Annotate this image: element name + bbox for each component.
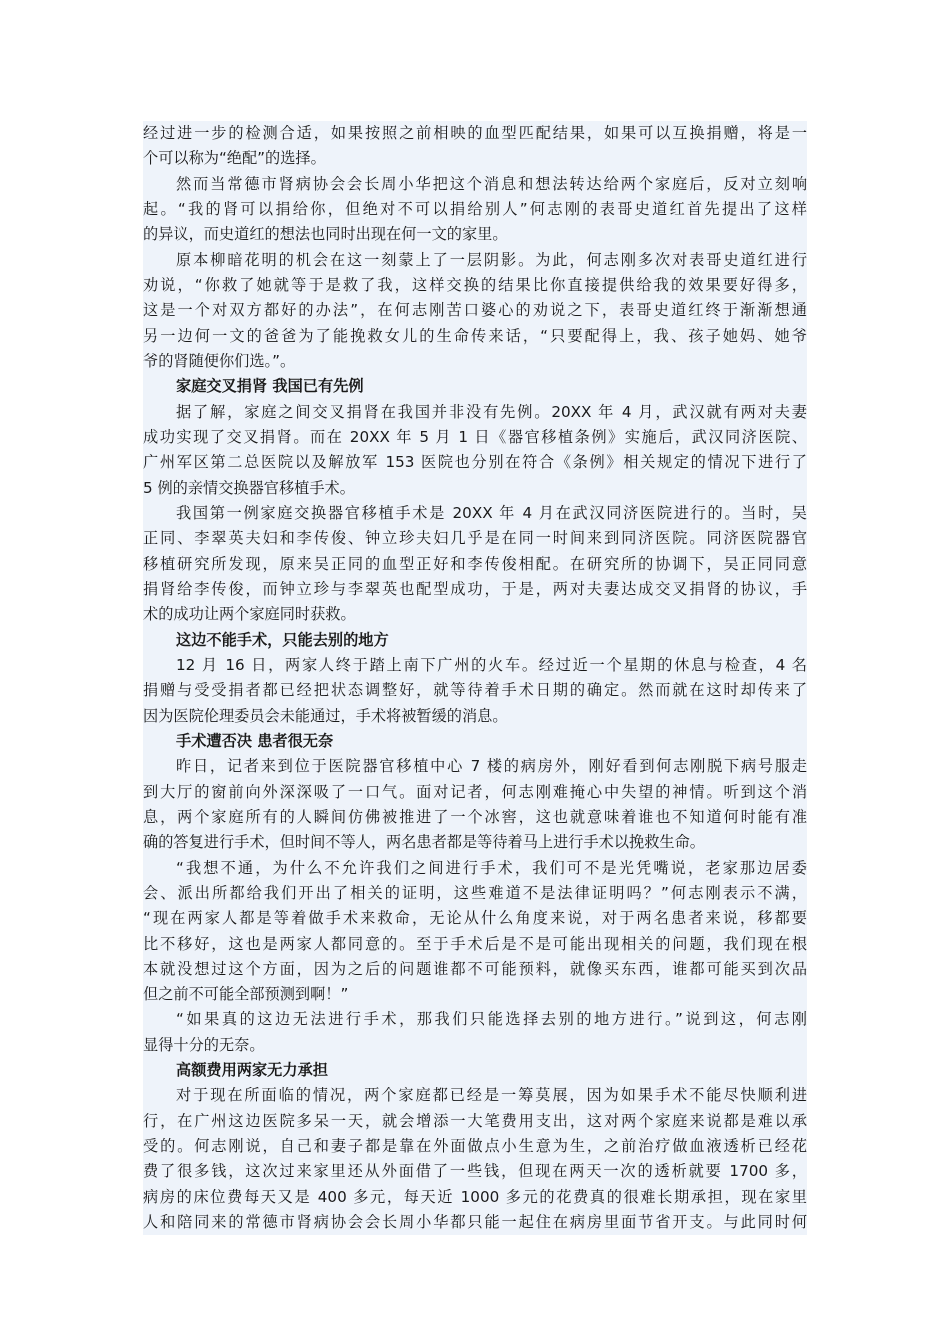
text-line: 昨日，记者来到位于医院器官移植中心 7 楼的病房外，刚好看到何志刚脱下病号服走: [176, 757, 807, 776]
text-line: 经过进一步的检测合适，如果按照之前相映的血型匹配结果，如果可以互换捐赠，将是一: [143, 124, 807, 142]
text-line: 成功实现了交叉捐肾。而在 20XX 年 5 月 1 日《器官移植条例》实施后，武汉同济医院、: [143, 427, 807, 446]
text-line: 原本柳暗花明的机会在这一刻蒙上了一层阴影。为此，何志刚多次对表哥史道红进行: [176, 250, 807, 269]
text-line: 正同、李翠英夫妇和李传俊、钟立珍夫妇几乎是在同一时间来到同济医院。同济医院器官: [143, 529, 807, 548]
text-line: 据了解，家庭之间交叉捐肾在我国并非没有先例。20XX 年 4 月，武汉就有两对夫妻: [176, 402, 807, 421]
text-line: 劝说，“你救了她就等于是救了我，这样交换的结果比你直接提供给我的效果要好得多，: [143, 275, 807, 294]
text-line: 我国第一例家庭交换器官移植手术是 20XX 年 4 月在武汉同济医院进行的。当时，吴: [176, 503, 807, 522]
text-line: 因为医院伦理委员会未能通过，手术将被暂缓的消息。: [143, 706, 508, 725]
text-line: 会、派出所都给我们开出了相关的证明，这些难道不是法律证明吗？”何志刚表示不满，: [143, 883, 807, 902]
text-line: 个可以称为“绝配”的选择。: [143, 149, 326, 168]
text-line: 息，两个家庭所有的人瞬间仿佛被推进了一个冰窖，这也就意味着谁也不知道何时能有准: [143, 807, 807, 826]
text-line: 广州军区第二总医院以及解放军 153 医院也分别在符合《条例》相关规定的情况下进行了: [143, 453, 807, 472]
text-line: 本就没想过这个方面，因为之后的问题谁都不可能预料，就像买东西，谁都可能买到次品: [143, 959, 807, 978]
section-heading: 家庭交叉捐肾 我国已有先例: [176, 377, 364, 396]
text-line: 5 例的亲情交换器官移植手术。: [143, 478, 355, 497]
text-line: 这是一个对双方都好的办法”，在何志刚苦口婆心的劝说之下，表哥史道红终于渐渐想通: [143, 301, 807, 320]
text-line: 的异议，而史道红的想法也同时出现在何一文的家里。: [143, 225, 508, 244]
text-line: 显得十分的无奈。: [143, 1035, 265, 1054]
text-line: 另一边何一文的爸爸为了能挽救女儿的生命传来话，“只要配得上，我、孩子她妈、她爷: [143, 326, 807, 345]
text-line: 行，在广州这边医院多呆一天，就会增添一大笔费用支出，这对两个家庭来说都是难以承: [143, 1111, 807, 1130]
text-line: 但之前不可能全部预测到啊！”: [143, 985, 349, 1004]
text-line: 比不移好，这也是两家人都同意的。至于手术后是不是可能出现相关的问题，我们现在根: [143, 934, 807, 953]
text-line: 对于现在所面临的情况，两个家庭都已经是一筹莫展，因为如果手术不能尽快顺利进: [176, 1086, 807, 1105]
text-line: “现在两家人都是等着做手术来救命，无论从什么角度来说，对于两名患者来说，移都要: [143, 909, 807, 928]
text-line: 确的答复进行手术，但时间不等人，两名患者都是等待着马上进行手术以挽救生命。: [143, 833, 705, 852]
text-line: 爷的肾随便你们选。”。: [143, 351, 296, 370]
text-line: 然而当常德市肾病协会会长周小华把这个消息和想法转达给两个家庭后，反对立刻响: [176, 174, 807, 193]
text-line: 受的。何志刚说，自己和妻子都是靠在外面做点小生意为生，之前治疗做血液透析已经花: [143, 1137, 807, 1156]
text-line: 12 月 16 日，两家人终于踏上南下广州的火车。经过近一个星期的休息与检查，4 名: [176, 655, 807, 674]
text-line: 病房的床位费每天又是 400 多元，每天近 1000 多元的花费真的很难长期承担，现在家里: [143, 1187, 807, 1206]
text-line: 人和陪同来的常德市肾病协会会长周小华都只能一起住在病房里面节省开支。与此同时何: [143, 1213, 807, 1232]
text-line: 术的成功让两个家庭同时获救。: [143, 605, 356, 624]
text-line: 费了很多钱，这次过来家里还从外面借了一些钱，但现在两天一次的透析就要 1700 多，: [143, 1162, 807, 1181]
text-line: “我想不通，为什么不允许我们之间进行手术，我们可不是光凭嘴说，老家那边居委: [176, 858, 807, 877]
text-line: 到大厅的窗前向外深深吸了一口气。面对记者，何志刚难掩心中失望的神情。听到这个消: [143, 782, 807, 801]
text-line: “如果真的这边无法进行手术，那我们只能选择去别的地方进行。”说到这，何志刚: [176, 1010, 807, 1029]
text-line: 移植研究所发现，原来吴正同的血型正好和李传俊相配。在研究所的协调下，吴正同同意: [143, 554, 807, 573]
section-heading: 手术遭否决 患者很无奈: [176, 731, 334, 750]
section-heading: 这边不能手术，只能去别的地方: [176, 630, 389, 649]
text-line: 捐赠与受受捐者都已经把状态调整好，就等待着手术日期的确定。然而就在这时却传来了: [143, 681, 807, 700]
section-heading: 高额费用两家无力承担: [176, 1061, 328, 1080]
text-line: 起。“我的肾可以捐给你，但绝对不可以捐给别人”何志刚的表哥史道红首先提出了这样: [143, 199, 807, 218]
document-body: [143, 121, 807, 1235]
text-line: 捐肾给李传俊，而钟立珍与李翠英也配型成功，于是，两对夫妻达成交叉捐肾的协议，手: [143, 579, 807, 598]
